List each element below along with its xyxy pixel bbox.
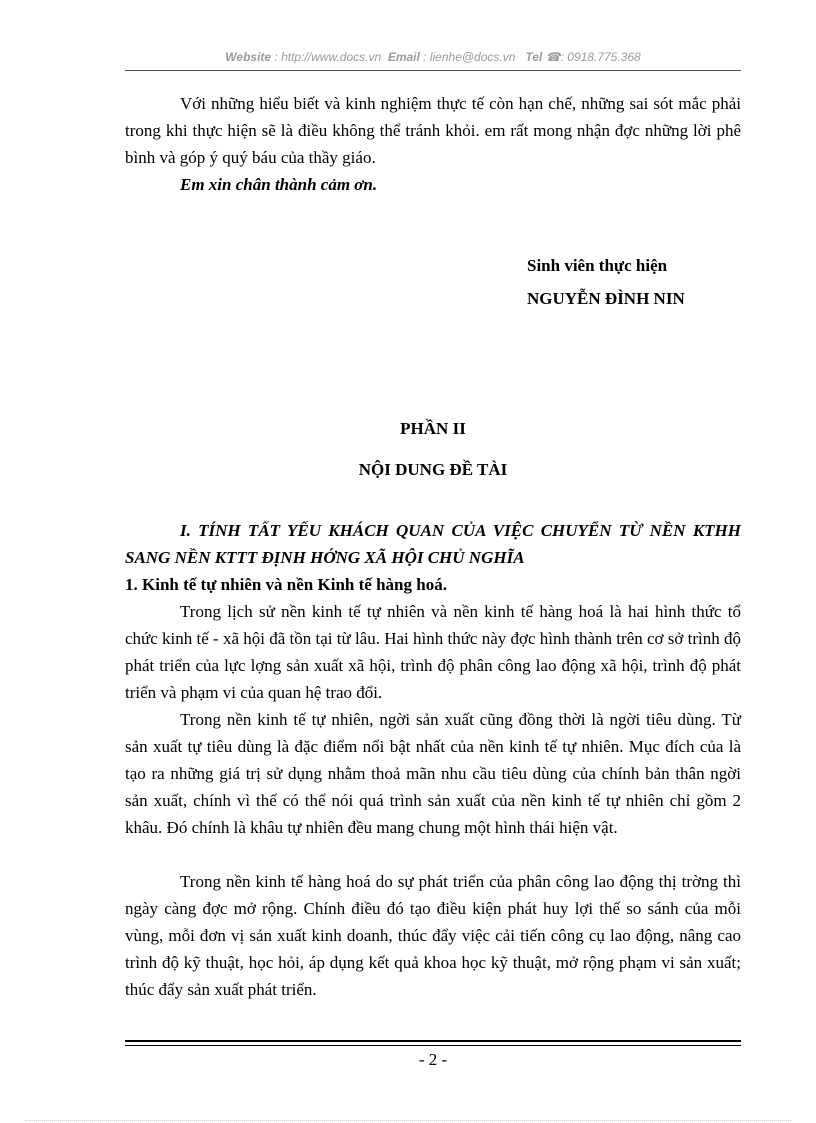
page-number: - 2 - [418,1050,448,1069]
page-bottom-edge [25,1120,791,1121]
footer-divider-thick [125,1040,741,1042]
tel-value: ☎: 0918.775.368 [545,50,641,64]
signature-name: NGUYỄN ĐÌNH NIN [527,289,685,308]
email-value: : lienhe@docs.vn [423,50,516,64]
section-heading: I. TÍNH TẤT YẾU KHÁCH QUAN CỦA VIỆC CHUYỂN TỪ NỀN KTHH SANG NỀN KTTT ĐỊNH HỚNG XÃ HỘI CHỦ NGHĨA [125,521,741,567]
email-label: Email [387,50,420,64]
section-subheading: 1. Kinh tế tự nhiên và nền Kinh tế hàng hoá. [125,575,447,594]
intro-paragraph: Với những hiểu biết và kinh nghiệm thực tế còn hạn chế, những sai sót mắc phải trong khi thực hiện sẽ là điều không thể tránh khỏi. em rất mong nhận đợc những lời phê bình và góp ý quý báu của thầy giáo. [125,94,741,167]
body-paragraph-1: Trong lịch sử nền kinh tế tự nhiên và nền kinh tế hàng hoá là hai hình thức tổ chức kinh tế - xã hội đã tồn tại từ lâu. Hai hình thức này đợc hình thành trên cơ sở trình độ phát triển của lực lợng sản xuất xã hội, trình độ phân công lao động xã hội, trình độ phát triển và phạm vi của quan hệ trao đổi. [125,602,741,702]
signature-role: Sinh viên thực hiện [527,256,668,275]
part-title: PHẦN II [400,419,466,438]
website-value: : http://www.docs.vn [274,50,382,64]
part-subtitle: NỘI DUNG ĐỀ TÀI [358,460,508,479]
website-label: Website [225,50,272,64]
thanks-line: Em xin chân thành cảm ơn. [180,175,378,194]
body-paragraph-3: Trong nền kinh tế hàng hoá do sự phát triển của phân công lao động thị trờng thì ngày càng đợc mở rộng. Chính điều đó tạo điều kiện phát huy lợi thế so sánh của mỗi vùng, mỗi đơn vị sản xuất kinh doanh, thúc đẩy việc cải tiến công cụ lao động, nâng cao trình độ kỹ thuật, học hỏi, áp dụng kết quả khoa học kỹ thuật, mở rộng phạm vi sản xuất; thúc đẩy sản xuất phát triển. [125,872,741,999]
footer-divider-thin [125,1045,741,1046]
page-header [125,50,741,64]
tel-label: Tel [525,50,543,64]
header-divider [125,70,741,71]
body-paragraph-2: Trong nền kinh tế tự nhiên, ngời sản xuất cũng đồng thời là ngời tiêu dùng. Từ sản xuất tự tiêu dùng là đặc điểm nổi bật nhất của nền kinh tế tự nhiên. Mục đích của là tạo ra những giá trị sử dụng nhằm thoả mãn nhu cầu tiêu dùng của chính bản thân ngời sản xuất, chính vì thế có thể nói quá trình sản xuất của nền kinh tế tự nhiên chỉ gồm 2 khâu. Đó chính là khâu tự nhiên đều mang chung một hình thái hiện vật. [125,710,741,837]
